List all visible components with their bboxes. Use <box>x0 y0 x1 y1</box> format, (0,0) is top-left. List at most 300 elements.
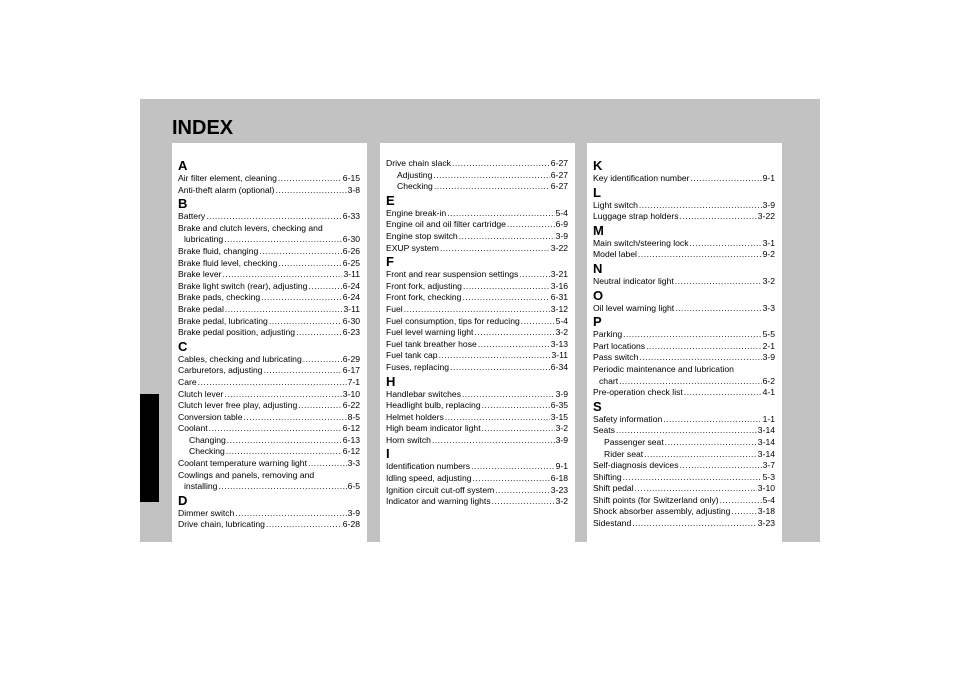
index-entry-text: Shift points (for Switzerland only) <box>593 494 719 505</box>
index-entry-page: 3-14 <box>757 425 775 436</box>
index-entry <box>178 354 360 366</box>
index-entry-page: 3-10 <box>757 483 775 494</box>
index-entry-text: Fuel level warning light <box>386 327 474 338</box>
index-entry <box>178 519 360 531</box>
index-letter-heading: S <box>593 398 602 414</box>
index-letter-heading: D <box>178 492 188 508</box>
index-entry-text: Air filter element, cleaning <box>178 173 277 183</box>
index-entry-page: 6-27 <box>550 158 568 168</box>
index-entry <box>178 389 360 401</box>
dot-leader <box>447 208 554 220</box>
index-entry <box>593 472 775 484</box>
index-entry <box>178 365 360 377</box>
index-letter-heading: O <box>593 287 604 303</box>
index-entry-text: Part locations <box>593 340 646 351</box>
index-entry-text: Helmet holders <box>386 411 444 422</box>
index-entry <box>593 303 775 315</box>
index-entry-text: Clutch lever <box>178 388 224 399</box>
dot-leader <box>209 423 342 435</box>
index-entry <box>386 485 568 497</box>
index-entry-text: Indicator and warning lights <box>386 496 491 507</box>
index-entry-text: chart <box>599 375 619 386</box>
index-entry <box>178 423 360 435</box>
dot-leader <box>482 423 555 435</box>
index-entry-text: Dimmer switch <box>178 507 235 518</box>
index-entry <box>386 158 568 170</box>
index-entry-page: 6-23 <box>342 327 360 338</box>
index-entry <box>593 437 775 449</box>
index-entry-text: lubricating <box>184 234 224 245</box>
index-entry-text: Passenger seat <box>604 436 664 447</box>
index-entry <box>593 483 775 495</box>
index-entry-text: Clutch lever free play, adjusting <box>178 400 298 411</box>
index-entry-page: 3-12 <box>550 303 568 314</box>
index-entry-page: 6-5 <box>347 481 360 492</box>
index-entry-text: Brake fluid level, checking <box>178 257 278 268</box>
index-entry-text: installing <box>184 481 218 492</box>
dot-leader <box>462 389 555 401</box>
dot-leader <box>691 173 762 185</box>
index-entry <box>386 292 568 304</box>
index-entry-text: Care <box>178 376 197 387</box>
index-letter-heading: N <box>593 260 603 276</box>
index-entry-page: 3-7 <box>762 460 775 471</box>
index-entry-text: Fuel consumption, tips for reducing <box>386 315 520 326</box>
index-entry-text: Coolant <box>178 423 208 434</box>
dot-leader <box>638 249 762 261</box>
index-entry <box>386 269 568 281</box>
index-entry <box>178 269 360 281</box>
index-entry-page: 3-2 <box>762 275 775 286</box>
index-entry-text: EXUP system <box>386 242 439 253</box>
index-entry <box>178 173 360 185</box>
index-entry <box>593 249 775 261</box>
dot-leader <box>433 170 549 182</box>
index-letter-heading: M <box>593 222 604 238</box>
index-entry-page: 3-9 <box>555 388 568 399</box>
dot-leader <box>266 519 342 531</box>
index-entry-text: Changing <box>189 434 226 445</box>
index-entry <box>386 362 568 374</box>
index-entry-text: Self-diagnosis devices <box>593 460 679 471</box>
index-entry <box>386 281 568 293</box>
dot-leader <box>224 234 342 246</box>
index-entry-page: 5-5 <box>762 329 775 340</box>
index-entry <box>386 304 568 316</box>
index-entry-text: Brake and clutch levers, checking and <box>178 222 323 233</box>
index-entry-page: 5-4 <box>555 315 568 326</box>
dot-leader <box>482 400 550 412</box>
dot-leader <box>432 435 555 447</box>
page-title: INDEX <box>172 117 234 139</box>
index-entry-page: 3-11 <box>343 303 360 314</box>
index-entry <box>593 449 775 461</box>
dot-leader <box>434 181 550 193</box>
index-entry-text: Model label <box>593 249 637 260</box>
index-entry-page: 2-1 <box>762 340 775 351</box>
dot-leader <box>462 292 549 304</box>
index-entry-page: 3-9 <box>762 352 775 363</box>
dot-leader <box>463 281 550 293</box>
index-entry <box>178 304 360 316</box>
index-entry-text: Safety information <box>593 413 663 424</box>
index-entry <box>593 387 775 399</box>
index-entry-page: 3-8 <box>347 184 360 195</box>
index-entry-text: Sidestand <box>593 518 632 529</box>
dot-leader <box>227 435 342 447</box>
index-entry-page: 3-18 <box>757 506 775 517</box>
index-entry <box>386 389 568 401</box>
index-entry-page: 3-22 <box>757 211 775 222</box>
index-letter-heading: P <box>593 314 602 330</box>
dot-leader <box>519 269 549 281</box>
section-tab-marker <box>140 394 159 502</box>
index-entry-page: 6-9 <box>555 219 568 230</box>
index-entry-text: Brake pedal, lubricating <box>178 315 268 326</box>
index-entry-page: 6-22 <box>342 400 360 411</box>
index-entry-page: 6-18 <box>550 473 568 484</box>
index-entry <box>386 435 568 447</box>
index-entry-page: 5-4 <box>762 494 775 505</box>
index-entry-page: 3-2 <box>555 327 568 338</box>
index-entry-text: Engine break-in <box>386 207 447 218</box>
index-entry-page: 6-29 <box>342 353 360 364</box>
index-entry-page: 3-23 <box>550 484 568 495</box>
index-entry-text: Engine stop switch <box>386 230 458 241</box>
index-entry-page: 3-11 <box>343 269 360 280</box>
index-entry-page: 6-25 <box>342 257 360 268</box>
index-entry <box>593 211 775 223</box>
index-entry <box>593 506 775 518</box>
index-entry-text: Parking <box>593 329 623 340</box>
index-entry <box>386 461 568 473</box>
index-entry <box>178 481 360 493</box>
dot-leader <box>680 211 757 223</box>
dot-leader <box>663 414 761 426</box>
index-entry-page: 3-9 <box>347 507 360 518</box>
dot-leader <box>450 362 550 374</box>
index-entry <box>386 181 568 193</box>
index-entry-page: 6-30 <box>342 315 360 326</box>
dot-leader <box>206 211 342 223</box>
dot-leader <box>639 200 762 212</box>
index-column-2 <box>380 143 575 549</box>
index-letter-heading: E <box>386 192 395 208</box>
dot-leader <box>521 316 555 328</box>
index-entry <box>593 518 775 530</box>
index-letter-heading: H <box>386 373 396 389</box>
index-entry <box>593 329 775 341</box>
index-entry-page: 6-15 <box>342 173 360 183</box>
index-entry-page: 3-13 <box>550 338 568 349</box>
index-letter-heading: F <box>386 254 394 270</box>
index-entry <box>178 211 360 223</box>
index-entry <box>593 364 775 376</box>
index-entry-text: Shock absorber assembly, adjusting <box>593 506 731 517</box>
index-entry <box>593 352 775 364</box>
index-entry-page: 6-30 <box>342 234 360 245</box>
index-entry <box>386 350 568 362</box>
index-entry <box>386 412 568 424</box>
index-entry <box>593 414 775 426</box>
dot-leader <box>275 185 346 197</box>
index-entry-text: Ignition circuit cut-off system <box>386 484 495 495</box>
index-letter-heading: L <box>593 184 601 200</box>
index-entry-page: 6-27 <box>550 169 568 180</box>
index-entry-text: High beam indicator light <box>386 423 481 434</box>
index-entry-page: 7-1 <box>347 376 360 387</box>
index-entry-page: 6-33 <box>342 211 360 222</box>
index-entry-page: 6-34 <box>550 361 568 372</box>
index-entry <box>593 276 775 288</box>
index-entry-page: 3-14 <box>757 448 775 459</box>
index-entry <box>386 423 568 435</box>
index-entry <box>593 376 775 388</box>
index-entry <box>178 400 360 412</box>
index-entry-text: Seats <box>593 425 615 436</box>
index-entry <box>178 412 360 424</box>
dot-leader <box>218 481 346 493</box>
index-entry-text: Brake pedal position, adjusting <box>178 327 296 338</box>
dot-leader <box>198 377 347 389</box>
index-entry <box>386 208 568 220</box>
dot-leader <box>690 238 762 250</box>
dot-leader <box>646 341 762 353</box>
index-entry-page: 3-9 <box>762 199 775 210</box>
dot-leader <box>439 350 551 362</box>
index-entry-page: 6-13 <box>342 434 360 445</box>
index-entry <box>178 316 360 328</box>
dot-leader <box>474 327 554 339</box>
dot-leader <box>680 460 762 472</box>
index-entry-text: Idling speed, adjusting <box>386 473 472 484</box>
index-entry <box>593 200 775 212</box>
dot-leader <box>226 446 342 458</box>
dot-leader <box>675 276 762 288</box>
index-entry-text: Front fork, checking <box>386 292 462 303</box>
index-entry-page: 4-1 <box>762 387 775 398</box>
index-entry-page: 8-5 <box>347 411 360 422</box>
dot-leader <box>478 339 550 351</box>
index-entry <box>178 246 360 258</box>
index-entry-text: Neutral indicator light <box>593 275 674 286</box>
index-entry-text: Brake lever <box>178 269 222 280</box>
dot-leader <box>222 269 342 281</box>
index-entry-page: 6-17 <box>342 365 360 376</box>
index-entry-page: 3-10 <box>342 388 360 399</box>
dot-leader <box>635 483 757 495</box>
index-letter-heading: B <box>178 196 188 212</box>
index-entry-text: Brake pedal <box>178 303 224 314</box>
index-letter-heading: A <box>178 158 188 173</box>
dot-leader <box>235 508 346 520</box>
index-entry <box>386 316 568 328</box>
dot-leader <box>269 316 342 328</box>
index-entry-page: 3-1 <box>762 237 775 248</box>
index-entry <box>386 243 568 255</box>
index-entry-text: Carburetors, adjusting <box>178 365 263 376</box>
dot-leader <box>404 304 550 316</box>
index-entry-page: 6-27 <box>550 181 568 192</box>
index-entry-text: Fuel <box>386 303 403 314</box>
index-entry-text: Pass switch <box>593 352 639 363</box>
dot-leader <box>619 376 761 388</box>
index-letter-heading: I <box>386 446 390 462</box>
dot-leader <box>675 303 761 315</box>
index-entry-page: 3-2 <box>555 423 568 434</box>
index-entry-page: 6-24 <box>342 280 360 291</box>
index-entry <box>593 495 775 507</box>
index-entry-page: 3-9 <box>555 230 568 241</box>
dot-leader <box>492 496 555 508</box>
dot-leader <box>507 219 555 231</box>
index-entry <box>178 185 360 197</box>
dot-leader <box>445 412 550 424</box>
index-letter-heading: C <box>178 338 188 354</box>
index-entry <box>178 508 360 520</box>
index-entry-page: 5-3 <box>762 471 775 482</box>
index-entry-text: Main switch/steering lock <box>593 237 689 248</box>
dot-leader <box>225 304 343 316</box>
index-entry-page: 6-28 <box>342 519 360 530</box>
index-entry-page: 3-15 <box>550 411 568 422</box>
dot-leader <box>308 281 341 293</box>
index-entry <box>593 460 775 472</box>
dot-leader <box>452 158 550 170</box>
index-entry-text: Fuel tank breather hose <box>386 338 477 349</box>
index-entry-text: Battery <box>178 211 206 222</box>
index-entry-page: 6-26 <box>342 245 360 256</box>
index-entry <box>178 377 360 389</box>
dot-leader <box>308 458 347 470</box>
index-entry <box>386 327 568 339</box>
dot-leader <box>639 352 761 364</box>
dot-leader <box>278 173 342 185</box>
index-entry-text: Periodic maintenance and lubrication <box>593 363 734 374</box>
index-entry-page: 3-16 <box>550 280 568 291</box>
index-entry-text: Front fork, adjusting <box>386 280 462 291</box>
index-entry <box>593 173 775 185</box>
index-entry-text: Handlebar switches <box>386 388 461 399</box>
dot-leader <box>623 329 761 341</box>
dot-leader <box>684 387 762 399</box>
index-entry <box>386 231 568 243</box>
index-entry-page: 1-1 <box>762 413 775 424</box>
dot-leader <box>473 473 550 485</box>
index-entry-text: Pre-operation check list <box>593 387 683 398</box>
dot-leader <box>224 389 341 401</box>
dot-leader <box>278 258 341 270</box>
dot-leader <box>665 437 757 449</box>
index-entry-page: 6-24 <box>342 292 360 303</box>
index-entry <box>386 170 568 182</box>
index-entry <box>386 400 568 412</box>
index-entry-text: Oil level warning light <box>593 302 675 313</box>
index-entry-text: Headlight bulb, replacing <box>386 400 481 411</box>
index-entry-text: Drive chain, lubricating <box>178 519 265 530</box>
dot-leader <box>440 243 550 255</box>
index-entry-page: 9-1 <box>762 173 775 183</box>
index-entry-text: Brake pads, checking <box>178 292 261 303</box>
index-entry-text: Checking <box>189 446 225 457</box>
index-entry-text: Light switch <box>593 199 638 210</box>
index-entry-text: Drive chain slack <box>386 158 451 168</box>
index-entry-text: Front and rear suspension settings <box>386 269 519 280</box>
dot-leader <box>495 485 550 497</box>
index-entry-text: Engine oil and oil filter cartridge <box>386 219 506 230</box>
index-entry-text: Adjusting <box>397 169 433 180</box>
dot-leader <box>471 461 555 473</box>
index-entry <box>386 219 568 231</box>
index-entry <box>386 473 568 485</box>
dot-leader <box>264 365 342 377</box>
index-entry-text: Identification numbers <box>386 461 471 472</box>
index-entry-page: 6-12 <box>342 423 360 434</box>
index-entry-page: 6-2 <box>762 375 775 386</box>
index-entry-text: Fuel tank cap <box>386 350 438 361</box>
index-entry-text: Cables, checking and lubricating <box>178 353 302 364</box>
index-entry-page: 3-2 <box>555 496 568 507</box>
index-letter-heading: K <box>593 158 603 173</box>
index-entry-text: Coolant temperature warning light <box>178 458 307 469</box>
index-entry-text: Shifting <box>593 471 622 482</box>
index-entry-page: 3-22 <box>550 242 568 253</box>
index-entry <box>593 425 775 437</box>
index-entry <box>178 223 360 235</box>
index-column-1 <box>172 143 367 549</box>
index-entry <box>386 339 568 351</box>
dot-leader <box>459 231 555 243</box>
index-entry-text: Anti-theft alarm (optional) <box>178 184 275 195</box>
dot-leader <box>303 354 342 366</box>
dot-leader <box>244 412 347 424</box>
index-entry-text: Horn switch <box>386 434 431 445</box>
index-entry-text: Fuses, replacing <box>386 361 450 372</box>
index-entry <box>178 446 360 458</box>
dot-leader <box>261 292 342 304</box>
index-entry <box>178 281 360 293</box>
dot-leader <box>623 472 762 484</box>
index-entry-page: 6-12 <box>342 446 360 457</box>
index-entry <box>178 458 360 470</box>
index-entry-page: 6-31 <box>550 292 568 303</box>
index-entry <box>593 341 775 353</box>
index-entry-text: Cowlings and panels, removing and <box>178 469 315 480</box>
index-entry-page: 9-2 <box>762 249 775 260</box>
dot-leader <box>616 425 757 437</box>
dot-leader <box>731 506 756 518</box>
dot-leader <box>720 495 762 507</box>
dot-leader <box>259 246 342 258</box>
index-entry <box>593 238 775 250</box>
index-column-3 <box>587 143 782 549</box>
index-entry-text: Checking <box>397 181 433 192</box>
index-entry-text: Brake fluid, changing <box>178 245 259 256</box>
index-entry <box>386 496 568 508</box>
dot-leader <box>298 400 342 412</box>
dot-leader <box>296 327 342 339</box>
index-entry-page: 3-14 <box>757 436 775 447</box>
dot-leader <box>644 449 757 461</box>
index-entry <box>178 435 360 447</box>
index-entry-page: 3-11 <box>551 350 568 361</box>
index-entry-text: Conversion table <box>178 411 243 422</box>
index-entry <box>178 234 360 246</box>
index-entry <box>178 327 360 339</box>
dot-leader <box>632 518 757 530</box>
index-entry-text: Luggage strap holders <box>593 211 679 222</box>
index-entry-page: 5-4 <box>555 207 568 218</box>
